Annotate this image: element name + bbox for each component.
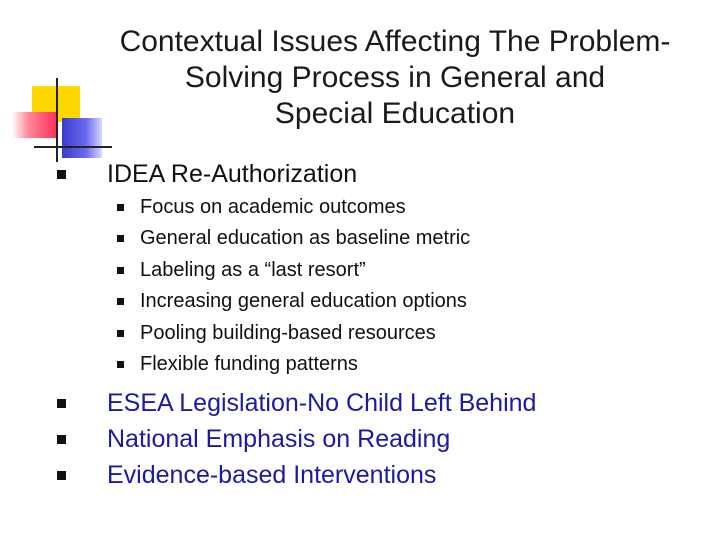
- square-bullet-icon: [117, 330, 124, 337]
- sub-list-item-text: Increasing general education options: [140, 290, 467, 312]
- sub-list-item: [140, 196, 406, 219]
- list-item: [107, 461, 436, 490]
- square-bullet-icon: [117, 361, 124, 368]
- square-bullet-icon: [117, 204, 124, 211]
- title-line: Special Education: [274, 97, 516, 130]
- list-item-text: Evidence-based Interventions: [107, 461, 437, 489]
- list-item-text: National Emphasis on Reading: [107, 425, 451, 453]
- sub-list-item: [140, 290, 467, 313]
- sub-list-item-text: Pooling building-based resources: [140, 322, 436, 344]
- square-bullet-icon: [57, 399, 66, 408]
- title-line: Contextual Issues Affecting The Problem-: [119, 25, 671, 58]
- vertical-line-shape: [56, 78, 58, 162]
- sub-list-item: [140, 227, 470, 250]
- sub-list-item-text: Focus on academic outcomes: [140, 196, 406, 218]
- red-square-shape: [12, 112, 57, 138]
- horizontal-line-shape: [34, 146, 112, 148]
- sub-list-item-text: Flexible funding patterns: [140, 353, 358, 375]
- square-bullet-icon: [117, 235, 124, 242]
- square-bullet-icon: [57, 471, 66, 480]
- square-bullet-icon: [117, 298, 124, 305]
- sub-list-item: [140, 353, 358, 376]
- sub-list-item: [140, 322, 436, 345]
- list-item-text: IDEA Re-Authorization: [107, 160, 358, 188]
- square-bullet-icon: [117, 267, 124, 274]
- slide-title: [90, 24, 700, 132]
- square-bullet-icon: [57, 435, 66, 444]
- list-item: [107, 425, 450, 454]
- list-item: [107, 389, 536, 418]
- sub-list-item-text: General education as baseline metric: [140, 227, 471, 249]
- list-item-text: ESEA Legislation-No Child Left Behind: [107, 389, 537, 417]
- sub-list-item: [140, 259, 366, 282]
- title-line: Solving Process in General and: [184, 61, 606, 94]
- sub-list-item-text: Labeling as a “last resort”: [140, 259, 366, 281]
- square-bullet-icon: [57, 170, 66, 179]
- list-item: [107, 160, 357, 189]
